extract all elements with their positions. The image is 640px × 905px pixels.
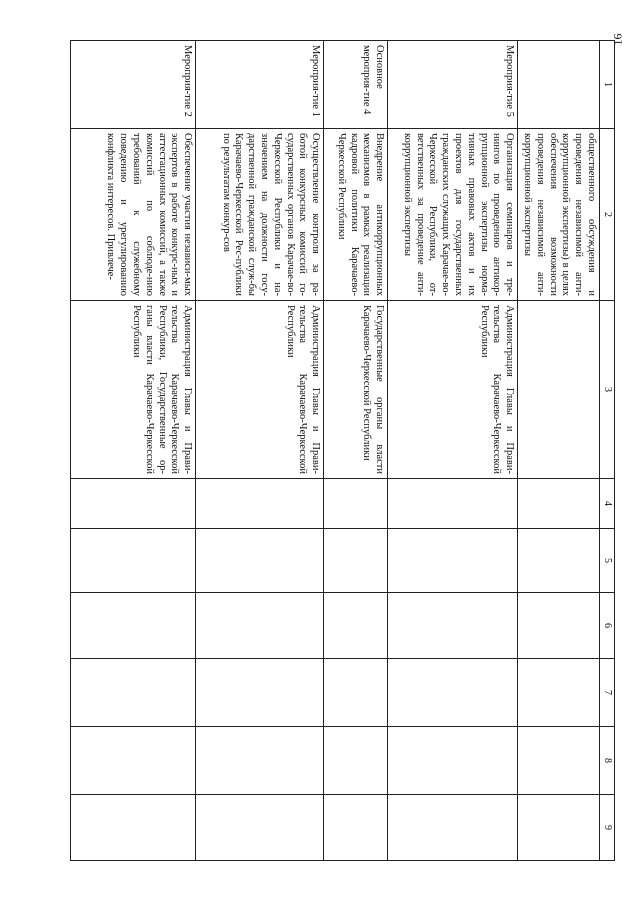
cell-empty: [324, 727, 388, 795]
cell-empty: [324, 479, 388, 529]
cell-empty: [388, 529, 518, 593]
cell-empty: [388, 727, 518, 795]
cell-responsible: Администрация Главы и Прави-тельства Карачаево-Черкесской Республики: [388, 301, 518, 479]
cell-empty: [196, 479, 324, 529]
cell-empty: [71, 593, 196, 659]
col-header-4: 4: [600, 479, 615, 529]
cell-empty: [196, 593, 324, 659]
cell-type: [518, 41, 600, 129]
program-table: [70, 40, 615, 861]
table-row: [518, 41, 600, 861]
cell-description: Осуществление контроля за ра-ботой конкурсных комиссий го-сударственных органов Карачае-во-Черкесской Республики и на-значением на должности госу-дарственной гражданской служ-бы Карачаево-Черкесской Рес-публики по результатам конкур-сов: [196, 129, 324, 301]
cell-empty: [324, 529, 388, 593]
cell-responsible: [518, 301, 600, 479]
col-header-3: 3: [600, 301, 615, 479]
cell-empty: [518, 727, 600, 795]
cell-empty: [324, 659, 388, 727]
cell-empty: [71, 479, 196, 529]
col-header-6: 6: [600, 593, 615, 659]
cell-description: Обеспечение участия независи-мых экспертов в работе конкурс-ных и аттестационных комиссий, а также комиссий по соблюде-нию требований к служебному поведению и урегулированию конфликта интересов. Привлече-: [71, 129, 196, 301]
col-header-1: 1: [600, 41, 615, 129]
cell-empty: [196, 659, 324, 727]
cell-description: Внедрение антикоррупционных механизмов в рамках реализации кадровой политики Карачаево-Черкесской Республики: [324, 129, 388, 301]
cell-empty: [71, 659, 196, 727]
cell-empty: [518, 479, 600, 529]
col-header-9: 9: [600, 795, 615, 861]
cell-empty: [196, 795, 324, 861]
cell-empty: [196, 529, 324, 593]
cell-type: Мероприя-тие 2: [71, 41, 196, 129]
col-header-8: 8: [600, 727, 615, 795]
table-row: [388, 41, 518, 861]
cell-responsible: Администрация Главы и Прави-тельства Карачаево-Черкесской Республики: [196, 301, 324, 479]
cell-empty: [518, 659, 600, 727]
cell-empty: [518, 529, 600, 593]
page-number: 16: [610, 33, 625, 46]
cell-description: Организация семинаров и тре-нингов по проведению антикор-рупционной экспертизы норма-тивных правовых актов и их проектов для государственных гражданских служащих Карачае-во-Черкесской Республики, от-ветственных за проведение анти-коррупционной экспертизы: [388, 129, 518, 301]
table-row: [324, 41, 388, 861]
cell-type: Мероприя-тие 5: [388, 41, 518, 129]
cell-empty: [324, 795, 388, 861]
col-header-5: 5: [600, 529, 615, 593]
table-row: [71, 41, 196, 861]
table-rotated-wrapper: [70, 40, 615, 860]
cell-empty: [518, 795, 600, 861]
cell-empty: [71, 795, 196, 861]
cell-empty: [388, 593, 518, 659]
cell-type: Мероприя-тие 1: [196, 41, 324, 129]
col-header-2: 2: [600, 129, 615, 301]
cell-empty: [324, 593, 388, 659]
cell-empty: [388, 659, 518, 727]
col-header-7: 7: [600, 659, 615, 727]
cell-type: Основное мероприя-тие 4: [324, 41, 388, 129]
cell-empty: [71, 727, 196, 795]
cell-empty: [518, 593, 600, 659]
cell-responsible: Администрация Главы и Прави-тельства Карачаево-Черкесской Республики, Государственные ор-ганы власти Карачаево-Черкесской Республики: [71, 301, 196, 479]
cell-responsible: Государственные органы власти Карачаево-Черкесской Республики: [324, 301, 388, 479]
cell-empty: [388, 479, 518, 529]
header-row: [600, 41, 615, 861]
cell-empty: [388, 795, 518, 861]
cell-empty: [71, 529, 196, 593]
cell-empty: [196, 727, 324, 795]
cell-description: общественного обсуждения и проведения независимой анти-коррупционной экспертизы) в целях обеспечения возможности проведения независимой анти-коррупционной экспертизы: [518, 129, 600, 301]
table-row: [196, 41, 324, 861]
